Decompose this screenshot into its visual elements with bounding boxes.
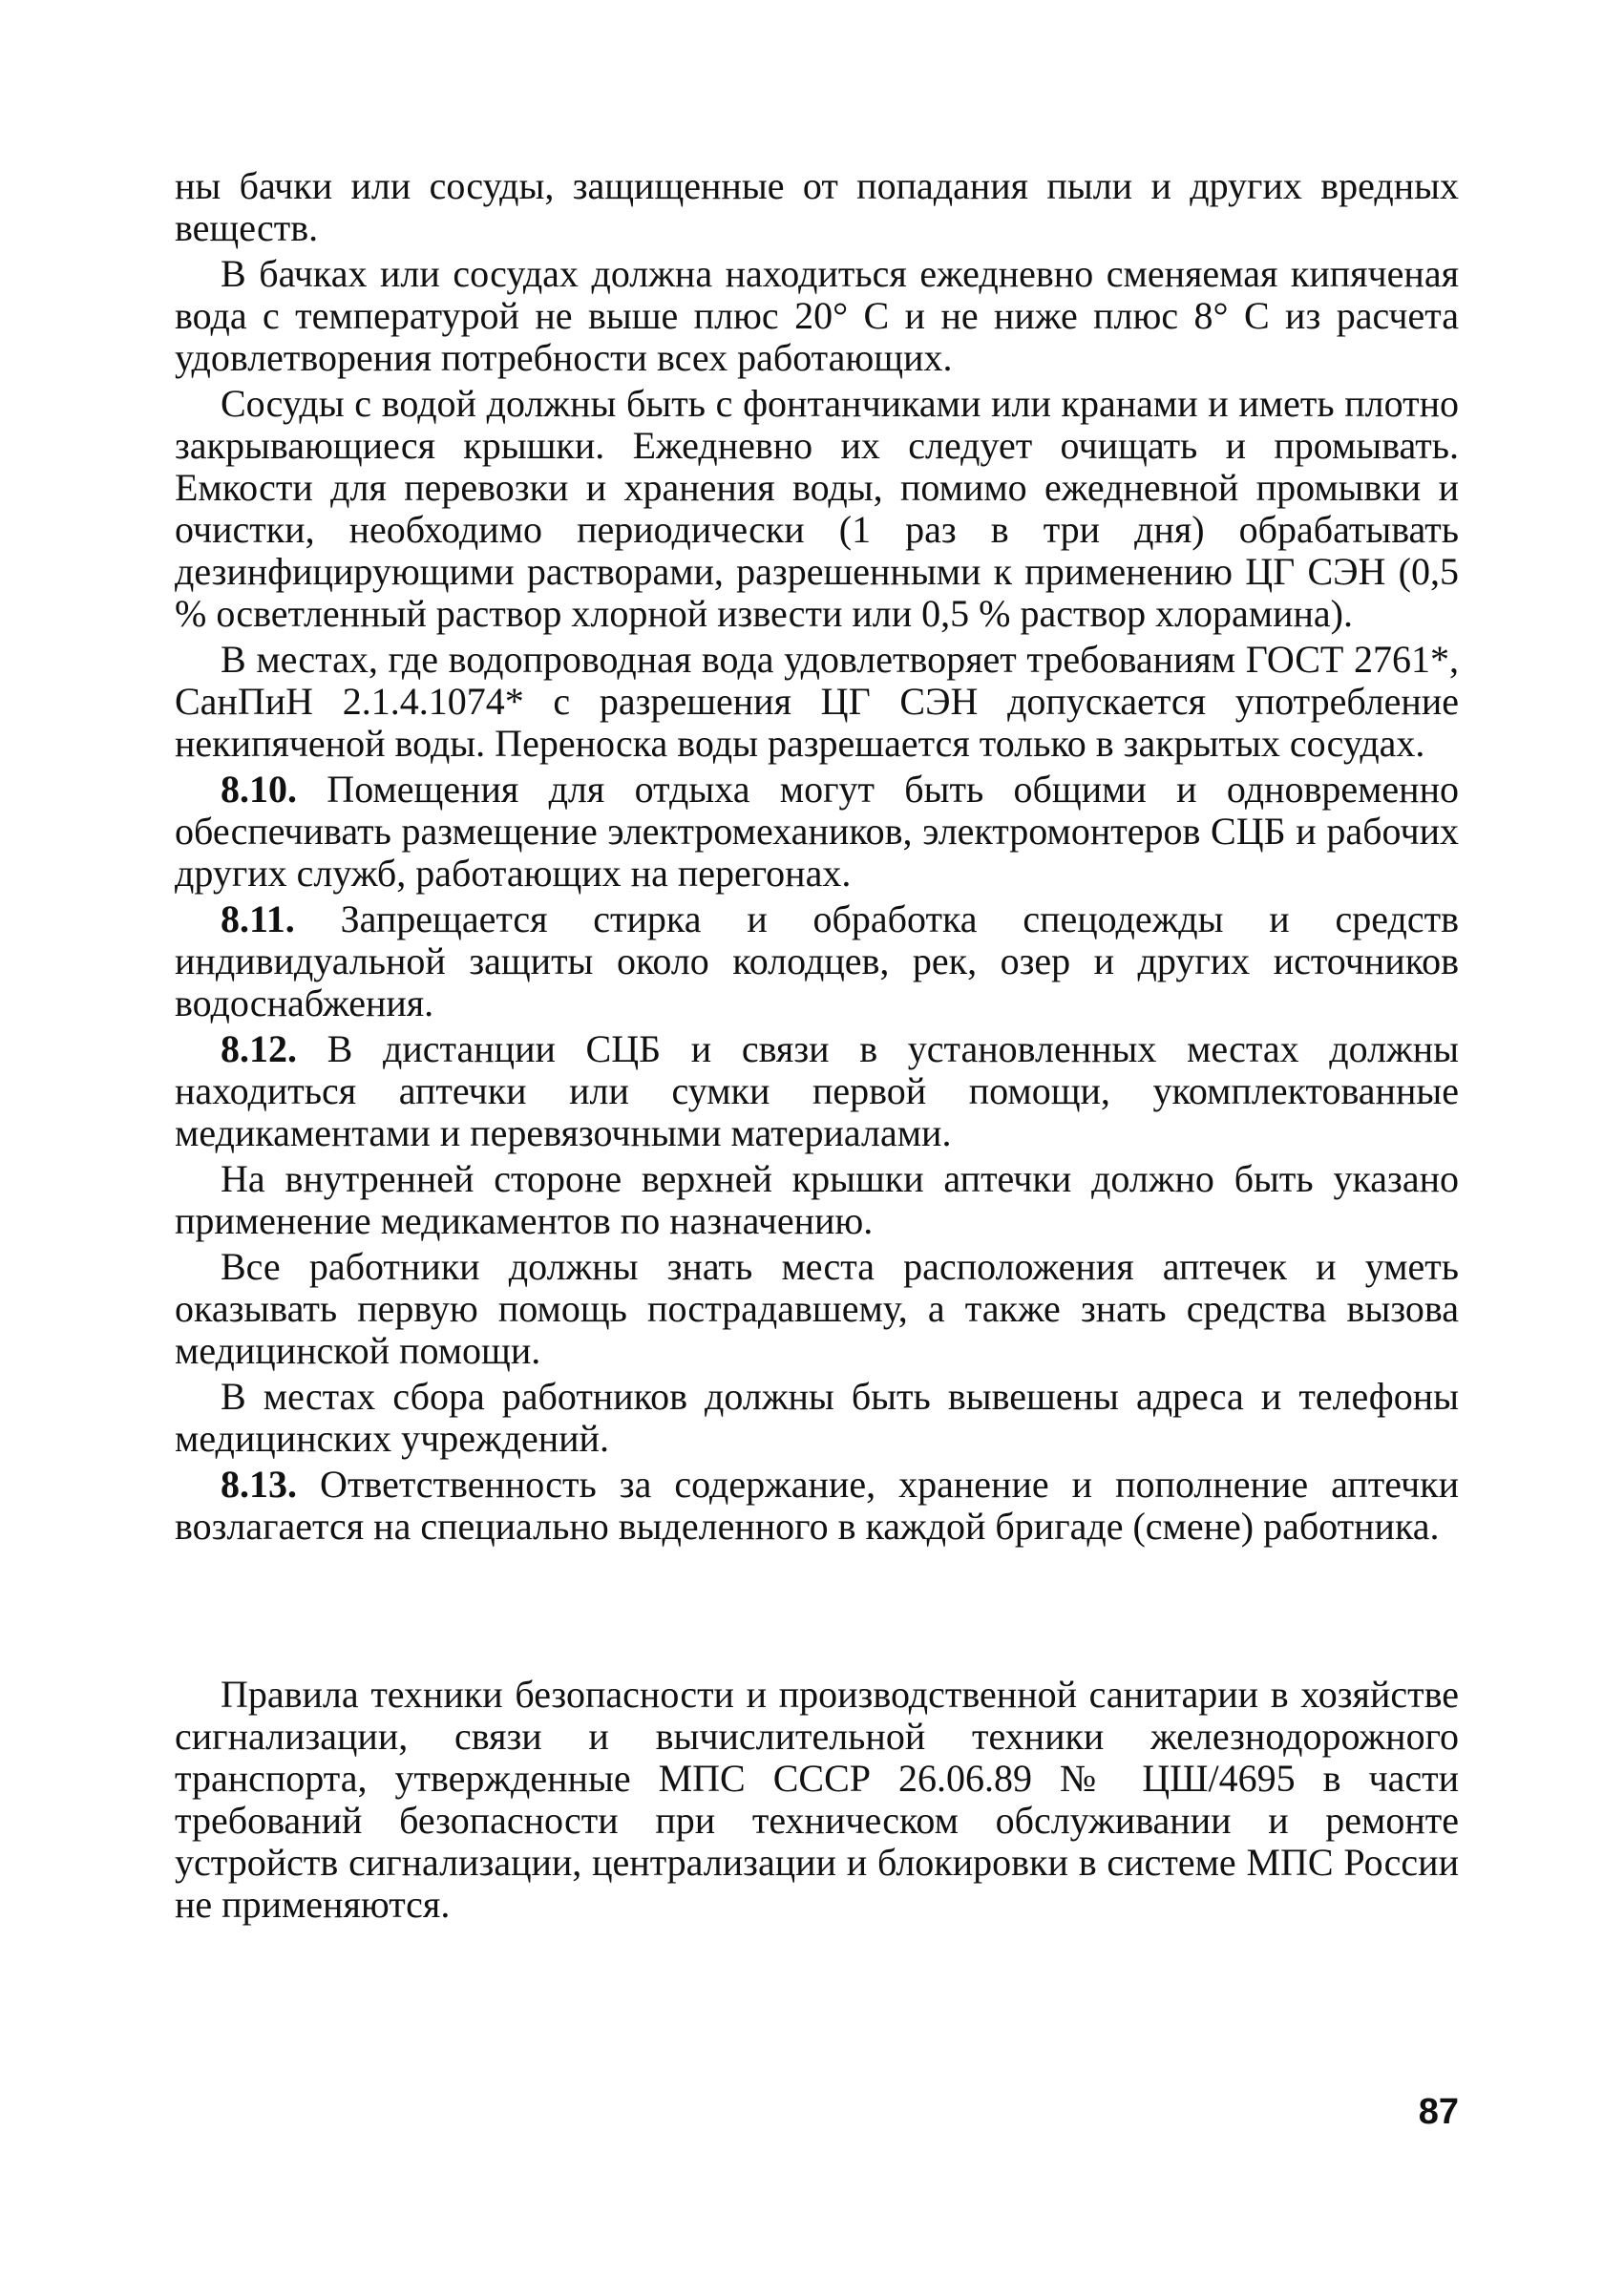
paragraph-text: Помещения для отдыха могут быть общими и одновременно обеспечивать размещение электромехаников, электромонтеров СЦБ и рабочих других служб, работающих на перегонах. bbox=[175, 768, 1459, 895]
paragraph bbox=[175, 383, 1459, 635]
paragraph-text: На внутренней стороне верхней крышки аптечки должно быть указано применение медикаментов по назначению. bbox=[175, 1157, 1459, 1242]
section-8-11 bbox=[175, 898, 1459, 1024]
paragraph bbox=[175, 165, 1459, 249]
main-text bbox=[175, 165, 1459, 1551]
paragraph bbox=[175, 253, 1459, 379]
paragraph-text: ны бачки или сосуды, защищенные от попадания пыли и других вредных веществ. bbox=[175, 164, 1459, 249]
paragraph bbox=[175, 639, 1459, 765]
section-number: 8.13. bbox=[221, 1463, 297, 1506]
paragraph bbox=[175, 1158, 1459, 1242]
paragraph bbox=[175, 1376, 1459, 1460]
paragraph-text: Запрещается стирка и обработка спецодежды и средств индивидуальной защиты около колодцев, рек, озер и других источников водоснабжения. bbox=[175, 897, 1459, 1024]
paragraph-text: В местах сбора работников должны быть вывешены адреса и телефоны медицинских учреждений. bbox=[175, 1375, 1459, 1460]
section-number: 8.11. bbox=[221, 897, 295, 940]
note-paragraph: Правила техники безопасности и производственной санитарии в хозяйстве сигнализации, связи и вычислительной техники железнодорожного транспорта, утвержденные МПС СССР 26.06.89 № ЦШ/4695 в части требований безопасности при техническом обслуживании и ремонте устройств сигнализации, централизации и блокировки в системе МПС России не применяются. bbox=[175, 1673, 1459, 1926]
page-number: 87 bbox=[1418, 2092, 1459, 2132]
closing-note bbox=[175, 1674, 1459, 1926]
section-number: 8.12. bbox=[221, 1027, 297, 1070]
paragraph bbox=[175, 1246, 1459, 1372]
paragraph-text: В местах, где водопроводная вода удовлетворяет требованиям ГОСТ 2761*, СанПиН 2.1.4.1074* с разрешения ЦГ СЭН допускается употребление некипяченой воды. Переноска воды разрешается только в закрытых сосудах. bbox=[175, 638, 1459, 765]
section-8-12 bbox=[175, 1028, 1459, 1154]
paragraph-text: Все работники должны знать места расположения аптечек и уметь оказывать первую помощь пострадавшему, а также знать средства вызова медицинской помощи. bbox=[175, 1245, 1459, 1372]
paragraph-text: Ответственность за содержание, хранение и пополнение аптечки возлагается на специально выделенного в каждой бригаде (смене) работника. bbox=[175, 1463, 1459, 1548]
paragraph-text: Сосуды с водой должны быть с фонтанчиками или кранами и иметь плотно закрывающиеся крышки. Ежедневно их следует очищать и промывать. Емкости для перевозки и хранения воды, помимо ежедневной промывки и очистки, необходимо периодически (1 раз в три дня) обрабатывать дезинфицирующими растворами, разрешенными к применению ЦГ СЭН (0,5 % осветленный раствор хлорной извести или 0,5 % раствор хлорамина). bbox=[175, 382, 1459, 635]
section-8-10 bbox=[175, 769, 1459, 895]
section-8-13 bbox=[175, 1464, 1459, 1548]
section-number: 8.10. bbox=[221, 768, 297, 811]
paragraph-text: В дистанции СЦБ и связи в установленных местах должны находиться аптечки или сумки первой помощи, укомплектованные медикаментами и перевязочными материалами. bbox=[175, 1027, 1459, 1154]
paragraph-text: В бачках или сосудах должна находиться ежедневно сменяемая кипяченая вода с температурой не выше плюс 20° С и не ниже плюс 8° С из расчета удовлетворения потребности всех работающих. bbox=[175, 252, 1459, 379]
